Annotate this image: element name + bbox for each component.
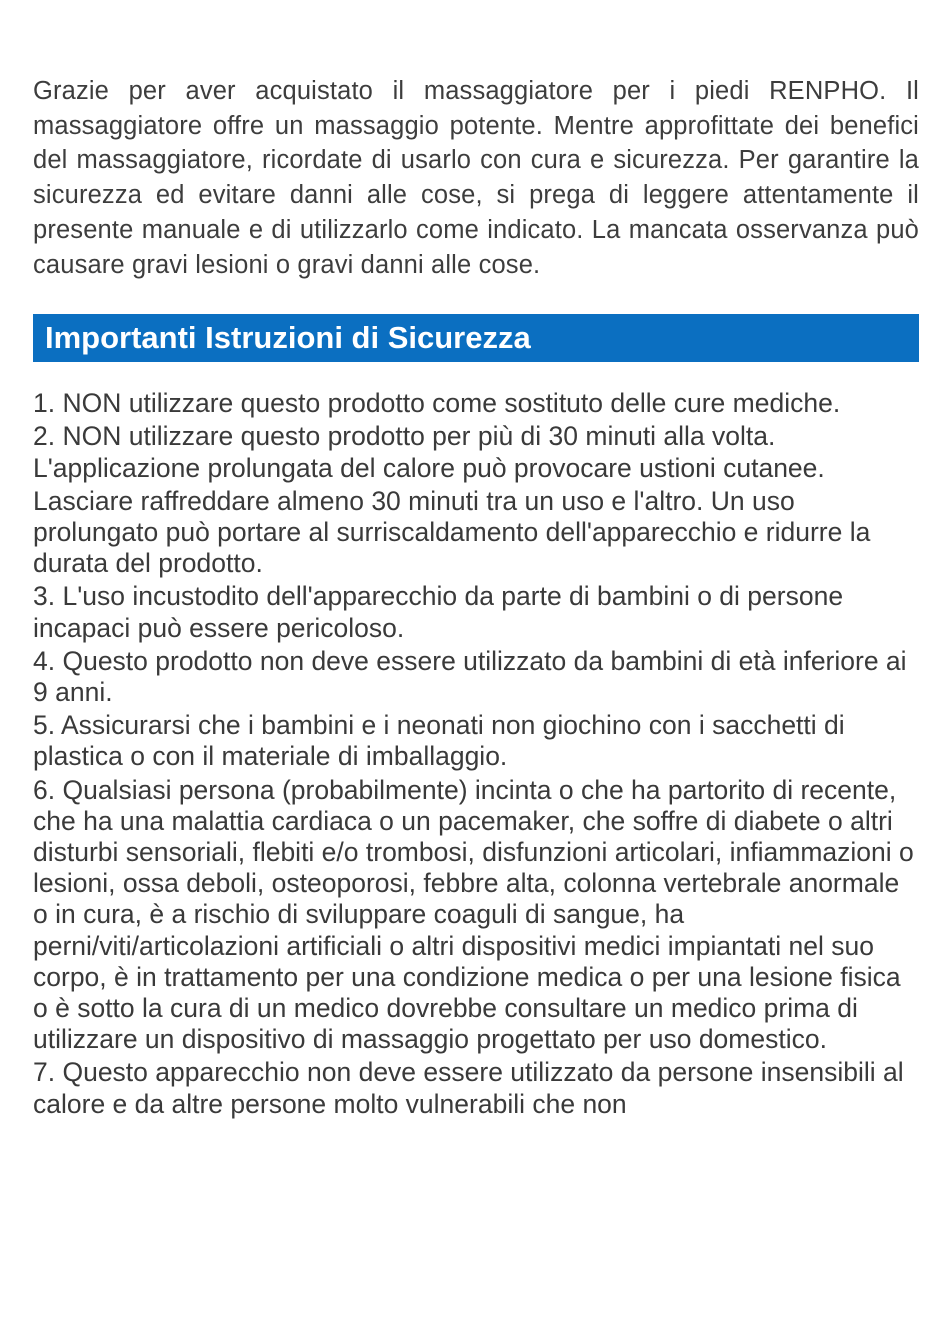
section-title: Importanti Istruzioni di Sicurezza [45, 320, 531, 356]
instruction-item: 5. Assicurarsi che i bambini e i neonati non giochino con i sacchetti di plastica o con il materiale di imballaggio. [33, 710, 845, 772]
intro-paragraph: Grazie per aver acquistato il massaggiatore per i piedi RENPHO. Il massaggiatore offre un massaggio potente. Mentre approfittate dei benefici del massaggiatore, ricordate di usarlo con cura e sicurezza. Per garantire la sicurezza ed evitare danni alle cose, si prega di leggere attentamente il presente manuale e di utilizzarlo come indicato. La mancata osservanza può causare gravi lesioni o gravi danni alle cose. [33, 77, 919, 279]
instruction-item: 3. L'uso incustodito dell'apparecchio da parte di bambini o di persone incapaci può essere pericoloso. [33, 581, 844, 643]
instruction-item: 4. Questo prodotto non deve essere utilizzato da bambini di età inferiore ai 9 anni. [33, 645, 907, 708]
instruction-item: 2. NON utilizzare questo prodotto per più di 30 minuti alla volta. L'applicazione prolungata del calore può provocare ustioni cutanee. [33, 421, 825, 483]
safety-instructions-list [33, 388, 919, 1120]
instruction-item: 1. NON utilizzare questo prodotto come sostituto delle cure mediche. [33, 388, 841, 419]
manual-page [33, 74, 919, 1122]
instruction-item: 6. Qualsiasi persona (probabilmente) incinta o che ha partorito di recente, che ha una malattia cardiaca o un pacemaker, che soffre di diabete o altri disturbi sensoriali, flebiti e/o trombosi, disfunzioni articolari, infiammazioni o lesioni, ossa deboli, osteoporosi, febbre alta, colonna vertebrale anormale o in cura, è a rischio di sviluppare coaguli di sangue, ha perni/viti/articolazioni artificiali o altri dispositivi medici impiantati nel suo corpo, è in trattamento per una condizione medica o per una lesione fisica o è sotto la cura di un medico dovrebbe consultare un medico prima di utilizzare un dispositivo di massaggio progettato per uso domestico. [33, 774, 914, 1055]
instruction-item: Lasciare raffreddare almeno 30 minuti tra un uso e l'altro. Un uso prolungato può portare al surriscaldamento dell'apparecchio e ridurre la durata del prodotto. [33, 485, 871, 579]
section-header [33, 314, 919, 362]
instruction-item: 7. Questo apparecchio non deve essere utilizzato da persone insensibili al calore e da altre persone molto vulnerabili che non [33, 1057, 904, 1119]
